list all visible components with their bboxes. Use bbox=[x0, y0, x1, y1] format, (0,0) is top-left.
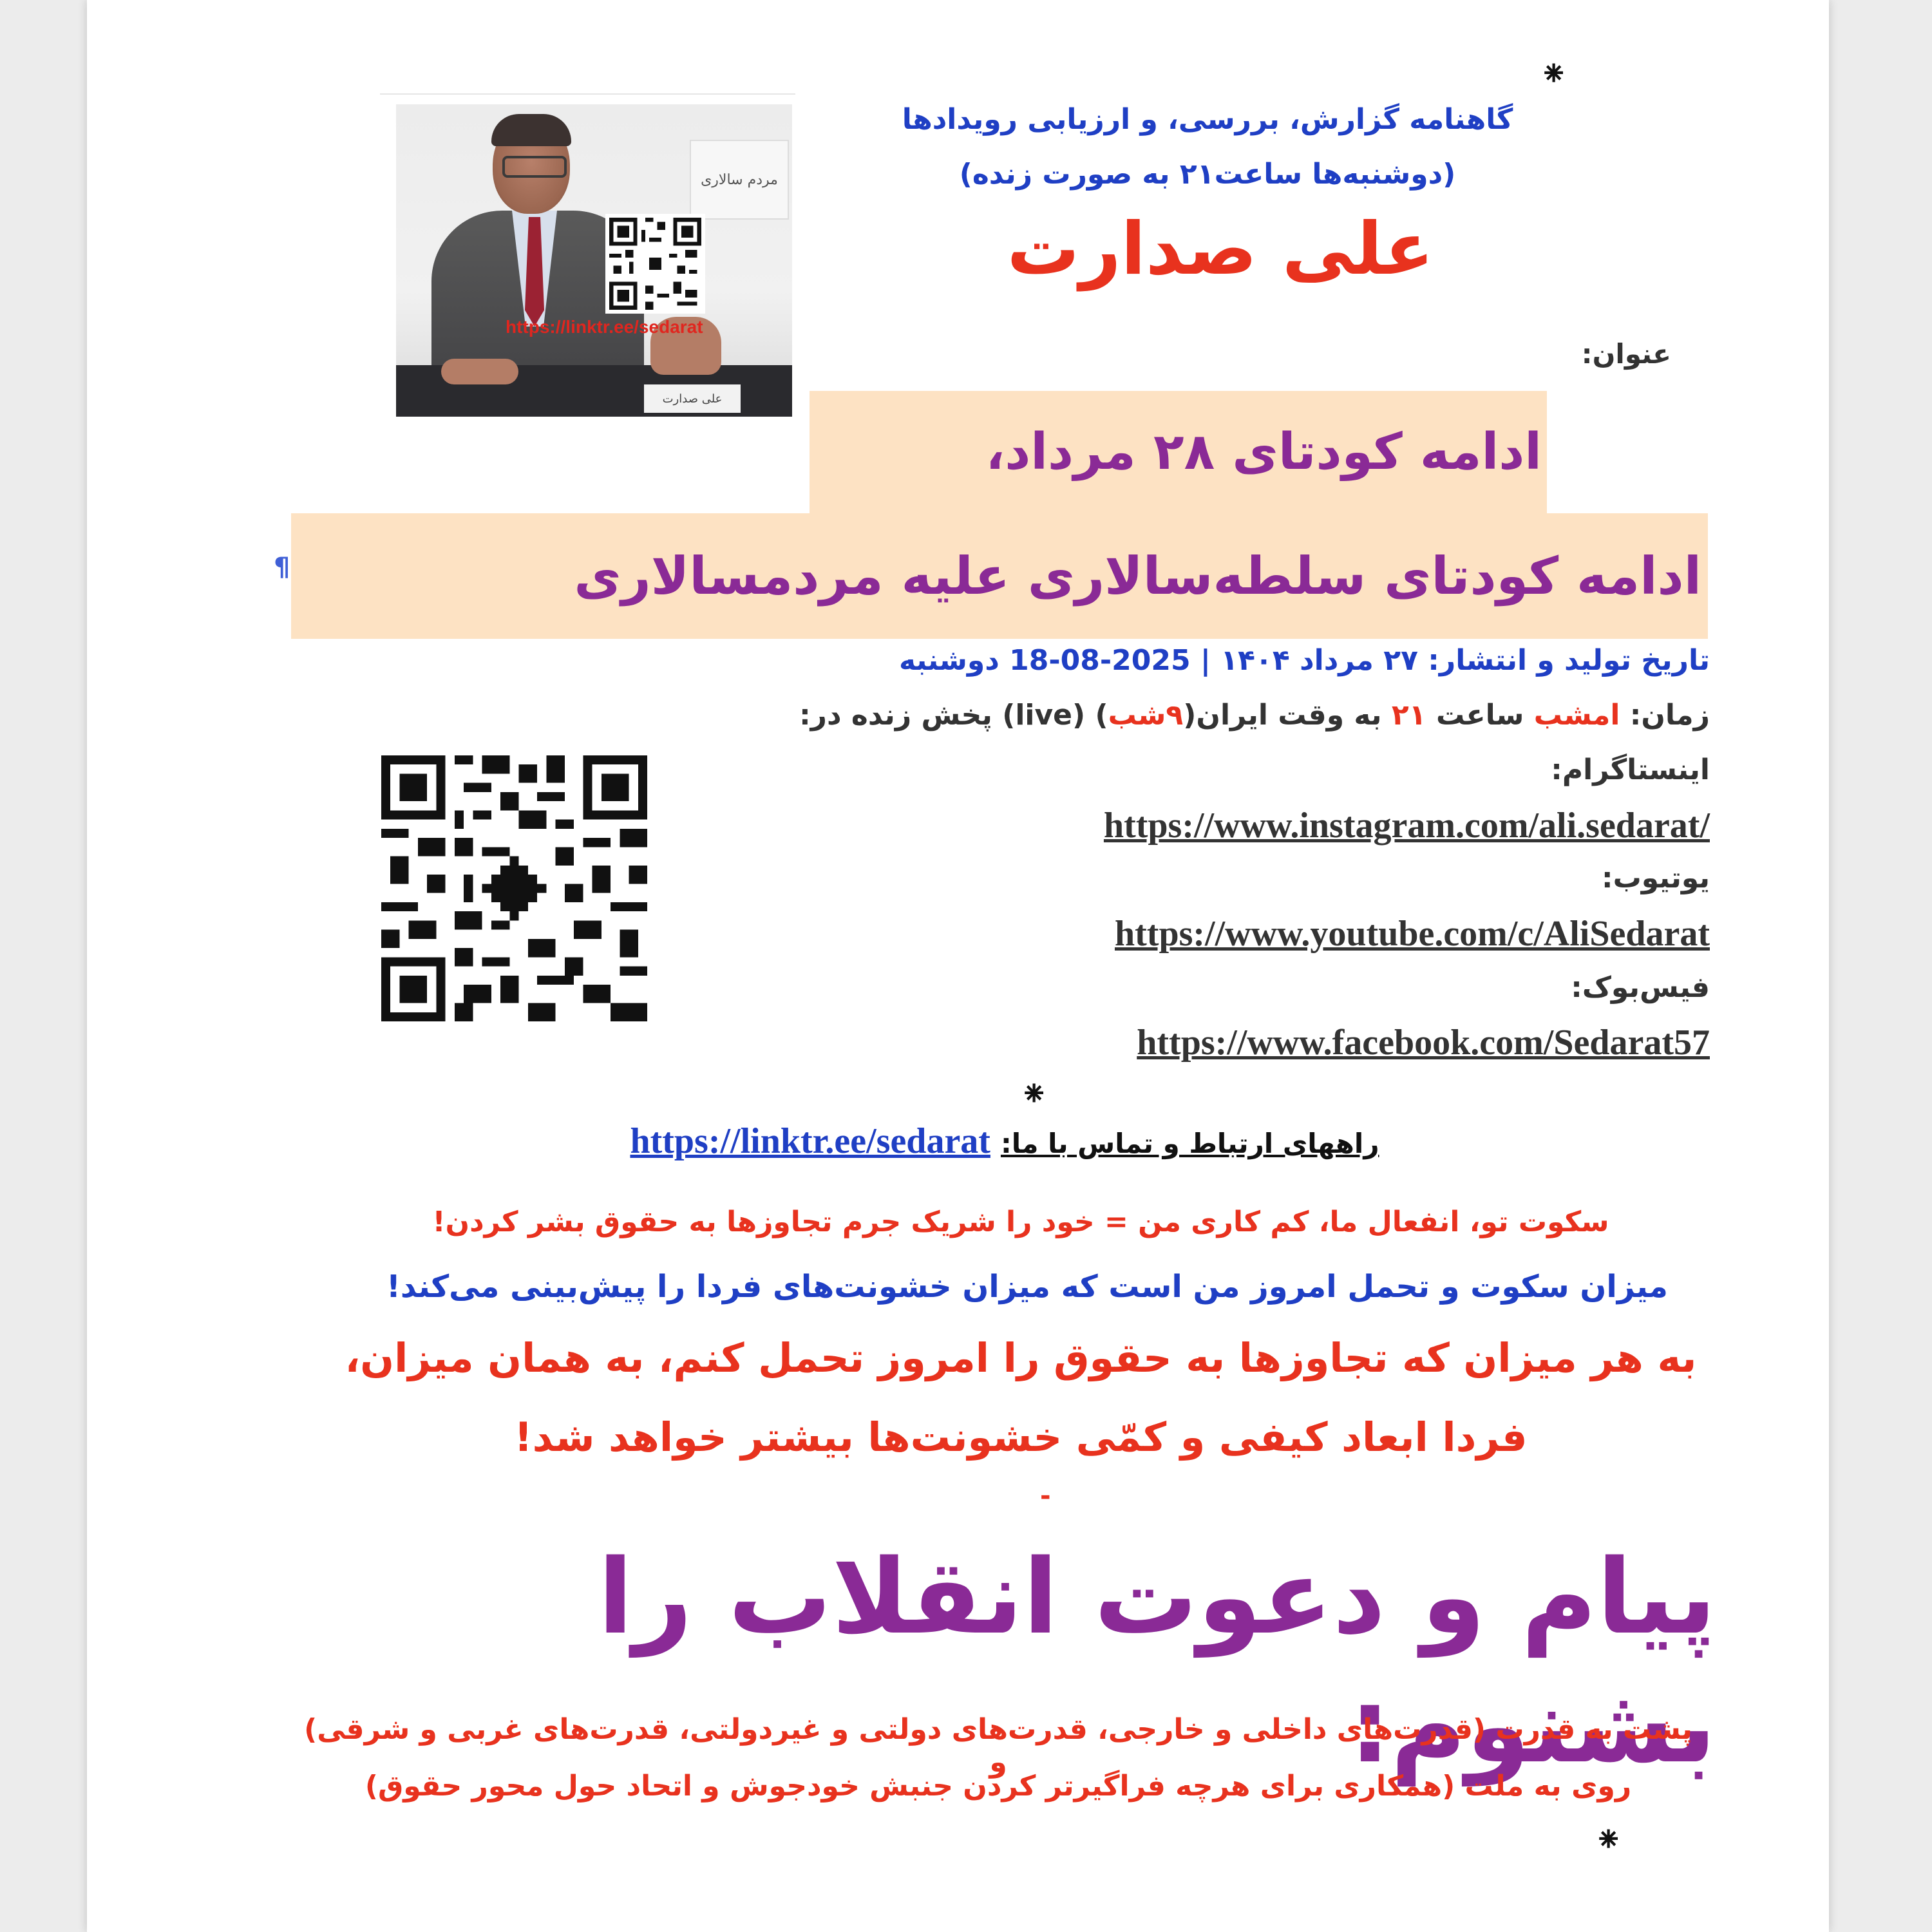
slogan-1: سکوت تو، انفعال ما، کم کاری من = خود را شریک جرم تجاوزها به حقوق بشر کردن! bbox=[432, 1206, 1609, 1238]
photo-hand-left bbox=[441, 359, 518, 384]
time-label: زمان: bbox=[1629, 699, 1710, 732]
time-9pm: ۹شب bbox=[1108, 699, 1184, 732]
youtube-link[interactable]: https://www.youtube.com/c/AliSedarat bbox=[1115, 914, 1710, 954]
pilcrow-mark: ¶ bbox=[274, 553, 290, 582]
asterisk-bottom: ⁕ bbox=[1594, 1819, 1624, 1860]
time-hour: ۲۱ bbox=[1391, 699, 1426, 732]
author-name: علی صدارت bbox=[1007, 207, 1434, 291]
contact-label: راههای ارتباط و تماس با ما: bbox=[1000, 1128, 1379, 1159]
slogan-3a: به هر میزان که تجاوزها به حقوق را امروز تحمل کنم، به همان میزان، bbox=[345, 1334, 1697, 1381]
wall-sign: مردم سالاری bbox=[690, 140, 789, 220]
title-line1 bbox=[810, 391, 1547, 513]
qr-code-icon[interactable] bbox=[381, 755, 647, 1021]
title-line1-text: ادامه کودتای ۲۸ مرداد، bbox=[985, 423, 1542, 481]
time-tonight: امشب bbox=[1533, 699, 1620, 732]
qr-code-small-icon bbox=[605, 214, 705, 314]
title-line2 bbox=[291, 513, 1708, 639]
header-line2: (دوشنبه‌ها ساعت۲۱ به صورت زنده) bbox=[959, 158, 1456, 191]
instagram-label: اینستاگرام: bbox=[1551, 753, 1710, 786]
title-line2-text: ادامه کودتای سلطه‌سالاری علیه مردمسالاری bbox=[574, 546, 1701, 606]
slogan-2: میزان سکوت و تحمل امروز من است که میزان خشونت‌های فردا را پیش‌بینی می‌کند! bbox=[386, 1269, 1669, 1305]
author-photo bbox=[396, 104, 792, 417]
contact-line bbox=[538, 1121, 1472, 1162]
time-hour-word: ساعت bbox=[1435, 699, 1524, 732]
header-line1: گاهنامه گزارش، بررسی، و ارزیابی رویدادها bbox=[902, 103, 1513, 136]
asterisk-top: ⁕ bbox=[1539, 53, 1569, 94]
nameplate: علی صدارت bbox=[644, 384, 741, 413]
photo-url-overlay: https://linktr.ee/sedarat bbox=[506, 317, 703, 337]
contact-link[interactable]: https://linktr.ee/sedarat bbox=[630, 1121, 990, 1161]
photo-glasses bbox=[502, 156, 567, 178]
facebook-link[interactable]: https://www.facebook.com/Sedarat57 bbox=[1137, 1023, 1710, 1063]
broadcast-time bbox=[667, 699, 1710, 732]
title-label: عنوان: bbox=[1581, 338, 1671, 370]
asterisk-middle: ⁕ bbox=[1019, 1074, 1049, 1114]
time-iran: به وقت ایران( bbox=[1183, 699, 1382, 732]
publication-date: تاریخ تولید و انتشار: ۲۷ مرداد ۱۴۰۴ | 2025-08-18 دوشنبه bbox=[899, 644, 1710, 677]
slogan-3b: فردا ابعاد کیفی و کمّی خشونت‌ها بیشتر خواهد شد! bbox=[514, 1414, 1528, 1461]
facebook-label: فیس‌بوک: bbox=[1571, 971, 1710, 1004]
separator-dash: - bbox=[1040, 1481, 1051, 1511]
youtube-label: یوتیوب: bbox=[1602, 862, 1710, 895]
call-line2: روی به ملت (همکاری برای هرچه فراگیرتر کردن جنبش خودجوش و اتحاد حول محور حقوق) bbox=[365, 1770, 1632, 1803]
instagram-link[interactable]: https://www.instagram.com/ali.sedarat/ bbox=[1103, 806, 1710, 846]
author-photo-frame bbox=[380, 93, 795, 423]
call-headline: پیام و دعوت انقلاب را بشنوم: bbox=[598, 1537, 1716, 1786]
document-page bbox=[87, 0, 1829, 1932]
photo-hair bbox=[491, 114, 571, 146]
call-line1: پشت به قدرت (قدرت‌های داخلی و خارجی، قدرت‌های دولتی و غیردولتی، قدرت‌های غربی و شرقی) و bbox=[304, 1713, 1692, 1779]
time-rest: ) (live) پخش زنده در: bbox=[799, 699, 1108, 732]
